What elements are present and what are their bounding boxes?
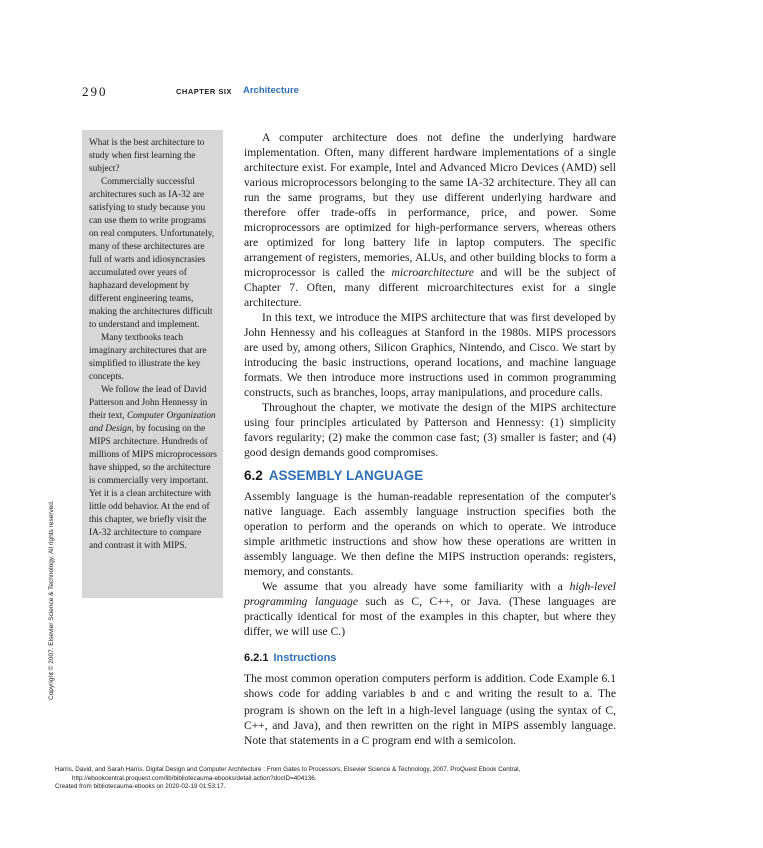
subsection-title: Instructions <box>273 652 337 664</box>
citation-url: http://ebookcentral.proquest.com/lib/bibliotecauma-ebooks/detail.action?docID=404136. <box>72 774 317 782</box>
main-body <box>244 130 616 748</box>
margin-note-question: What is the best architecture to study when first learning the subject? <box>89 138 205 174</box>
page-number: 290 <box>82 84 108 99</box>
page-header <box>82 84 702 100</box>
text-run: We assume that you already have some familiarity with a <box>262 580 570 593</box>
chapter-label: CHAPTER SIX <box>176 87 232 96</box>
body-paragraph: Assembly language is the human-readable representation of the computer's native language. Each assembly language instruction specifies both the operation to perform and the operands on which to operate. We introduce simple arithmetic instructions and show how these operations are written in assembly language. We then define the MIPS instruction operands: registers, memory, and constants. <box>244 490 616 578</box>
body-paragraph: In this text, we introduce the MIPS architecture that was first developed by John Hennessy and his colleagues at Stanford in the 1980s. MIPS processors are used by, among others, Silicon Graphics, Nintendo, and Cisco. We start by introducing the basic instructions, operand locations, and machine language formats. We then introduce more instructions used in common programming constructs, such as branches, loops, array manipulations, and procedure calls. <box>244 311 616 399</box>
code-var-a: a <box>583 689 590 701</box>
citation-line: Harris, David, and Sarah Harris. Digital Design and Computer Architecture : From Gates to Processors, Elsevier Science & Technology, 2007. ProQuest Ebook Central, <box>55 766 521 773</box>
text-run: and writing the result to <box>450 687 584 700</box>
body-paragraph <box>244 130 616 310</box>
body-paragraph <box>244 579 616 639</box>
text-run: and <box>416 687 445 700</box>
citation-created: Created from bibliotecauma-ebooks on 2020-02-19 01:53:17. <box>55 783 226 790</box>
margin-note-paragraph: Commercially successful architectures such as IA-32 are satisfying to study because you can use them to write programs on real computers. Unfortunately, many of these architectures are full of warts and idiosyncrasies accumulated over years of haphazard development by different engineering teams, making the architectures difficult to understand and implement. <box>89 177 215 330</box>
text-run: The most common operation computers perform is addition. Code Example 6.1 shows code for adding variables <box>244 672 616 700</box>
term-high-level-language: high-level programming language <box>244 580 616 608</box>
citation-footer <box>55 766 520 792</box>
book-title: Computer Organization and Design <box>89 411 216 434</box>
copyright-notice: Copyright © 2007. Elsevier Science & Technology. All rights reserved. <box>48 500 55 700</box>
subsection-heading <box>244 651 616 666</box>
margin-note-paragraph: Many textbooks teach imaginary architectures that are simplified to illustrate the key concepts. <box>89 333 207 382</box>
text-run: . The program is shown on the left in a high-level language (using the syntax of C, C++, and Java), and then rewritten on the right in MIPS assembly language. Note that statements in a C program end with a semicolon. <box>244 687 616 747</box>
subsection-number: 6.2.1 <box>244 652 269 664</box>
section-title: ASSEMBLY LANGUAGE <box>268 468 424 483</box>
code-var-b: b <box>409 689 417 701</box>
body-paragraph <box>244 671 616 748</box>
text-run: , by focusing on the MIPS architecture. Hundreds of millions of MIPS microprocessors have shipped, so the architecture is commercially very important. Yet it is a clean architecture with little odd behavior. At the end of this chapter, we briefly visit the IA-32 architecture to compare and contrast it with MIPS. <box>89 424 217 551</box>
section-number: 6.2 <box>244 468 263 483</box>
body-paragraph: Throughout the chapter, we motivate the design of the MIPS architecture using four principles articulated by Patterson and Hennessy: (1) simplicity favors regularity; (2) make the common case fast; (3) smaller is faster; and (4) good design demands good compromises. <box>244 401 616 459</box>
section-heading <box>244 468 616 483</box>
margin-note-paragraph <box>89 384 217 553</box>
text-run: We follow the lead of David Patterson and John Hennessy in their text, <box>89 385 208 421</box>
code-var-c: c <box>444 689 451 701</box>
text-run: such as C, C++, or Java. (These languages are practically identical for most of the examples in this chapter, but where they differ, we will use C.) <box>244 595 617 638</box>
term-microarchitecture: microarchitecture <box>391 266 474 279</box>
text-run: A computer architecture does not define the underlying hardware implementation. Often, many different hardware implementations of a single architecture exist. For example, Intel and Advanced Micro Devices (AMD) sell various microprocessors belonging to the same IA-32 architecture. They all can run the same programs, but they use different underlying hardware and therefore offer trade-offs in performance, price, and power. Some microprocessors are optimized for high-performance servers, whereas others are optimized for long battery life in laptop computers. The specific arrangement of registers, memories, ALUs, and other building blocks to form a microprocessor is called the <box>244 131 616 279</box>
text-run: and will be the subject of Chapter 7. Often, many different microarchitectures exist for a single architecture. <box>244 266 616 309</box>
margin-note <box>82 130 223 598</box>
chapter-title: Architecture <box>243 85 299 96</box>
